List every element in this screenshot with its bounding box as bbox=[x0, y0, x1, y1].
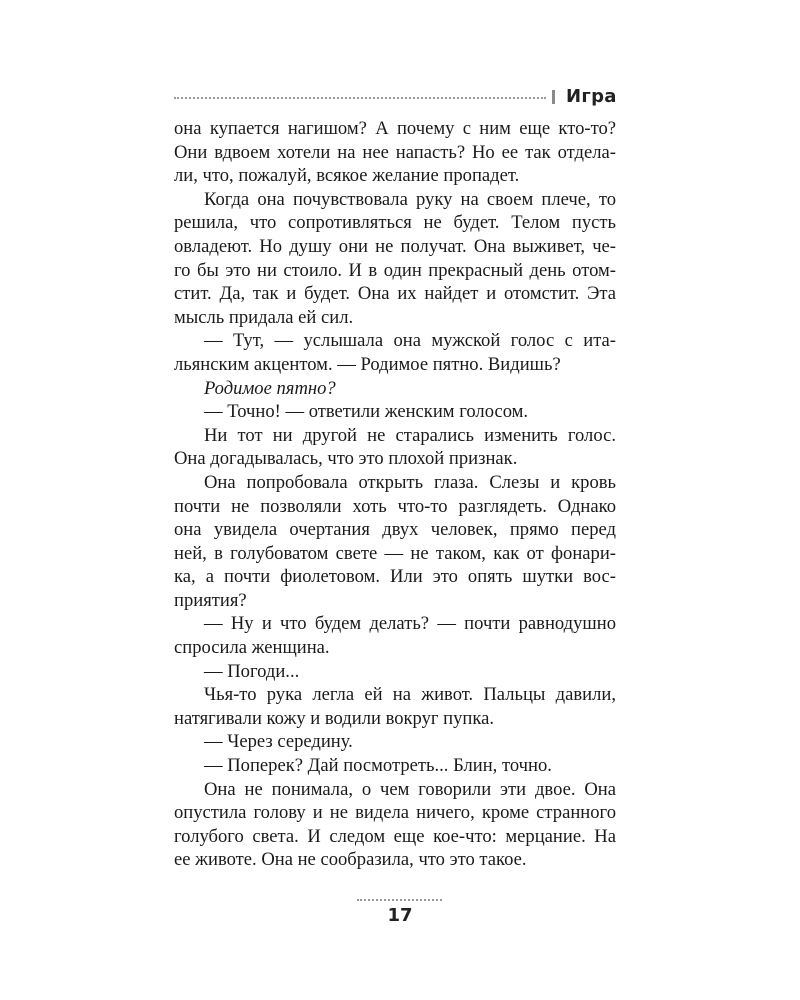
running-header-title: Игра bbox=[566, 86, 617, 107]
text-line: — Через середину. bbox=[204, 731, 353, 753]
text-line: Ни тот ни другой не старались изменить голос. bbox=[204, 424, 616, 446]
text-line: решила, что сопротивляться не будет. Телом пусть bbox=[174, 212, 616, 234]
text-line: — Тут, — услышала она мужской голос с ита- bbox=[204, 330, 616, 352]
text-line: опустила голову и не видела ничего, кроме странного bbox=[174, 802, 616, 824]
text-line: Когда она почувствовала руку на своем плече, то bbox=[204, 188, 616, 210]
text-line: — Ну и что будем делать? — почти равнодушно bbox=[204, 613, 616, 635]
text-line: натягивали кожу и водили вокруг пупка. bbox=[174, 707, 495, 729]
header-separator-bar bbox=[552, 90, 555, 104]
text-line: — Точно! — ответили женским голосом. bbox=[204, 401, 529, 423]
text-line: она купается нагишом? А почему с ним еще кто-то? bbox=[174, 118, 616, 139]
text-line: ней, в голубоватом свете — не таком, как от фонари- bbox=[174, 542, 616, 564]
text-line: Она догадывалась, что это плохой признак. bbox=[174, 448, 518, 470]
text-line: овладеют. Но душу они не получат. Она выживет, че- bbox=[174, 235, 616, 257]
text-line: стит. Да, так и будет. Она их найдет и отомстит. Эта bbox=[174, 283, 616, 305]
text-line: Она попробовала открыть глаза. Слезы и кровь bbox=[204, 471, 616, 493]
text-line: — Поперек? Дай посмотреть... Блин, точно. bbox=[204, 755, 552, 777]
text-line: ее животе. Она не сообразила, что это такое. bbox=[174, 849, 527, 871]
text-line: — Погоди... bbox=[204, 660, 300, 682]
text-line: го бы это ни стоило. И в один прекрасный день отом- bbox=[174, 259, 616, 281]
text-line: Родимое пятно? bbox=[204, 377, 336, 399]
text-line: льянским акцентом. — Родимое пятно. Видишь? bbox=[174, 353, 561, 375]
text-line: Она не понимала, о чем говорили эти двое. Она bbox=[204, 778, 616, 800]
text-line: Они вдвоем хотели на нее напасть? Но ее так отдела- bbox=[174, 141, 616, 163]
header-dotted-rule bbox=[174, 97, 546, 99]
text-line: мысль придала ей сил. bbox=[174, 306, 354, 328]
page-number: 17 bbox=[387, 905, 413, 926]
text-line: голубого света. И следом еще кое-что: мерцание. На bbox=[174, 825, 616, 847]
footer-dotted-rule bbox=[357, 899, 442, 901]
body-text bbox=[174, 117, 616, 872]
running-header bbox=[174, 86, 617, 108]
text-line: ли, что, пожалуй, всякое желание пропадет. bbox=[174, 165, 520, 187]
text-line: почти не позволяли хоть что-то разглядеть. Однако bbox=[174, 495, 616, 517]
text-line: Чья-то рука легла ей на живот. Пальцы давили, bbox=[204, 684, 616, 706]
text-line: она увидела очертания двух человек, прямо перед bbox=[174, 519, 616, 541]
text-line: спросила женщина. bbox=[174, 637, 330, 659]
text-line: приятия? bbox=[174, 589, 247, 611]
text-line: ка, а почти фиолетовом. Или это опять шутки вос- bbox=[174, 566, 616, 588]
